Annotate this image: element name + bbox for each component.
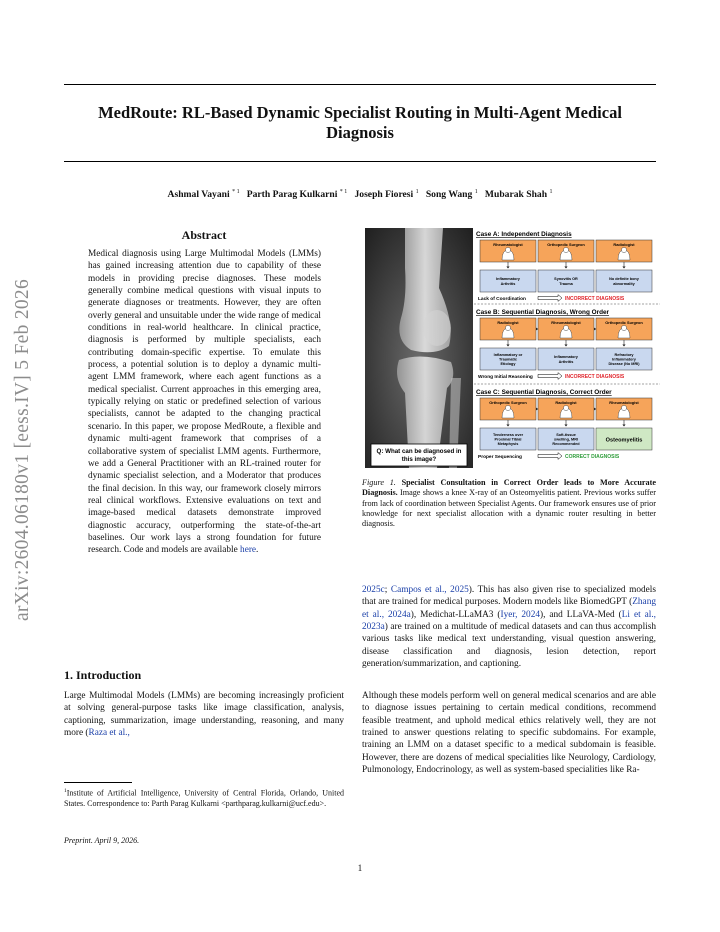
doctor-head-icon: [505, 405, 510, 410]
specialist-label: Orthopedic Surgeon: [605, 320, 643, 325]
finding-label: Inflammatory: [612, 357, 636, 362]
specialist-label: Orthopedic Surgeon: [489, 400, 527, 405]
code-link[interactable]: here: [240, 545, 257, 556]
citation-link[interactable]: 2025c: [362, 585, 385, 595]
top-rule: [64, 84, 656, 85]
arrow-head-icon: [622, 345, 625, 347]
doctor-head-icon: [505, 247, 510, 252]
abstract-heading: Abstract: [181, 228, 227, 242]
figure-caption: Figure 1. Specialist Consultation in Correct Order leads to More Accurate Diagnosis. Image shows a knee X-ray of an Osteomyelitis patient. Previous works suffer from lack of coordination between Specialist Agents. Our framework ensures use of prior knowledge for next specialist allocation with a dynamic router resulting in better diagnosis.: [362, 478, 657, 529]
knee-xray-image: [365, 228, 473, 468]
case-note: Lack of Coordination: [478, 297, 526, 302]
finding-label: abnormality: [613, 281, 635, 286]
result-arrow-icon: [538, 295, 562, 302]
arrow-head-icon: [564, 267, 567, 269]
arrow-head-icon: [506, 425, 509, 427]
doctor-head-icon: [505, 325, 510, 330]
case-note: Proper Sequencing: [478, 455, 522, 460]
specialist-label: Orthopedic Surgeon: [547, 242, 585, 247]
intro-paragraph-2: Although these models perform well on general medical scenarios and are able to diagnose issues pertaining to certain medical conditions, recommend feasible treatment, and uphold medical ethics relatively well, they are not trained to answer questions relating to specific subdomains. For example, training an LMM on a dataset specific to a medical subdomain is feasible. However, there are dozens of medical specialities like Neurology, Cardiology, Pulmonology, Endocrinology, as well as system-based specialities like Ra-: [362, 691, 656, 776]
arrow-head-icon: [506, 345, 509, 347]
case-result: INCORRECT DIAGNOSIS: [565, 296, 625, 302]
finding-label: Tenderness over: [492, 432, 524, 437]
finding-label: Metaphysis: [497, 442, 519, 447]
doctor-head-icon: [563, 405, 568, 410]
arrow-head-icon: [564, 345, 567, 347]
author-4: Song Wang $^1$: [425, 189, 478, 201]
preprint-date: Preprint. April 9, 2026.: [64, 836, 140, 845]
citation-link[interactable]: Raza et al.,: [88, 728, 130, 739]
finding-label: Arthritis: [558, 359, 574, 364]
arrow-head-icon: [536, 408, 538, 411]
case-title: Case C: Sequential Diagnosis, Correct Order: [476, 389, 612, 396]
figure-question-line-2: this image?: [401, 456, 437, 463]
finding-label: Synovitis OR: [554, 277, 578, 282]
case-result: INCORRECT DIAGNOSIS: [565, 374, 625, 380]
author-1: Ashmal Vayani $^{* 1}$: [167, 189, 240, 201]
citation-link[interactable]: Campos et al., 2025: [390, 585, 469, 595]
citation-link[interactable]: Li et al., 2023a: [362, 609, 657, 633]
section-heading-introduction: 1. Introduction: [64, 668, 142, 682]
result-arrow-icon: [538, 453, 562, 460]
specialist-label: Rheumatologist: [609, 400, 639, 405]
arrow-head-icon: [594, 408, 596, 411]
page-number: 1: [357, 864, 363, 874]
arrow-head-icon: [564, 425, 567, 427]
author-3: Joseph Fioresi $^1$: [354, 189, 419, 201]
arxiv-stamp: arXiv:2604.06180v1 [eess.IV] 5 Feb 2026: [12, 278, 33, 622]
citation-link[interactable]: Zhang et al., 2024a: [362, 597, 656, 620]
intro-paragraph-1: Large Multimodal Models (LMMs) are becoming increasingly proficient at solving general-purpose tasks like image classification, analysis, captioning, summarization, image understanding, reasoning, and many more (Raza et al.,: [64, 691, 344, 739]
case-title: Case A: Independent Diagnosis: [476, 231, 572, 238]
paper-title: MedRoute: RL-Based Dynamic Specialist Routing in Multi-Agent Medical Diagnosis: [98, 103, 622, 142]
finding-label: No definite bony: [609, 277, 639, 282]
arrow-head-icon: [594, 328, 596, 331]
finding-label: Proximal Tibial: [494, 437, 522, 442]
finding-label: Recommended: [552, 442, 580, 447]
case-result: CORRECT DIAGNOSIS: [565, 454, 620, 460]
specialist-label: Radiologist: [613, 242, 635, 247]
case-title: Case B: Sequential Diagnosis, Wrong Order: [476, 309, 610, 316]
doctor-head-icon: [621, 247, 626, 252]
finding-label: Arthritis: [500, 281, 516, 286]
finding-label: swelling, MRI: [553, 437, 579, 442]
specialist-label: Radiologist: [555, 400, 577, 405]
author-2: Parth Parag Kulkarni $^{* 1}$: [246, 189, 348, 201]
finding-label: Inflammatory: [554, 355, 578, 360]
doctor-head-icon: [621, 405, 626, 410]
specialist-routing-diagram: [474, 228, 660, 468]
abstract-body: Medical diagnosis using Large Multimodal Models (LMMs) has gained increasing attention due to capability of these models in providing precise diagnoses. These models generally combine medical questions with visual inputs to generate diagnoses or treatments. However, they are often overly general and unsuitable under the wide range of medical conditions in real-world healthcare. In clinical practice, diagnosis is performed by multiple specialists, each contributing domain-specific expertise. To emulate this process, a potential solution is to deploy a dynamic multi-agent LMM framework, where each agent functions as a medical specialist. Current approaches in this emerging area, typically relying on static or predefined selection of various specialists, cannot be adapted to the changing practical scenario. In this paper, we propose MedRoute, a flexible and dynamic multi-agent framework that comprises of a collaborative system of specialist LMM agents. Furthermore, we add a General Practitioner with an RL-trained router for dynamic specialist selection, and a Moderator that produces the final decision. In this way, our framework closely mirrors real clinical workflows. Extensive evaluations on text and image-based medical datasets demonstrate improved diagnostic accuracy, outperforming the state-of-the-art baselines. Our work lays a strong foundation for future research. Code and models are available here.: [88, 249, 321, 556]
title-bottom-rule: [64, 161, 656, 162]
author-list: [64, 189, 656, 200]
figure-question-line-1: Q: What can be diagnosed in: [376, 448, 462, 455]
doctor-head-icon: [563, 325, 568, 330]
arrow-head-icon: [506, 267, 509, 269]
finding-label: Etiology: [500, 362, 516, 367]
finding-label: Trauma: [559, 281, 573, 286]
specialist-label: Rheumatologist: [493, 242, 523, 247]
finding-label: Disease (No MRI): [608, 362, 640, 367]
footnote: $^1$Institute of Artificial Intelligence, University of Central Florida, Orlando, United States. Correspondence to: Parth Parag Kulkarni <parthparag.kulkarni@ucf.edu>.: [64, 788, 344, 808]
finding-label: Refractory: [614, 352, 634, 357]
case-note: Wrong Initial Reasoning: [478, 375, 533, 380]
finding-label: Inflammatory: [496, 277, 520, 282]
author-5: Mubarak Shah $^1$: [484, 189, 553, 201]
finding-label: Soft-tissue: [556, 432, 576, 437]
specialist-label: Rheumatologist: [551, 320, 581, 325]
arrow-head-icon: [536, 328, 538, 331]
arrow-head-icon: [622, 267, 625, 269]
intro-paragraph-1-continued: 2025c; Campos et al., 2025). This has also given rise to specialized models that are trained for medical purposes. Modern models like BiomedGPT (Zhang et al., 2024a), Medichat-LLaMA3 (Iyer, 2024), and LLaVA-Med (Li et al., 2023a) are trained on a multitude of medical datasets and can thus accomplish various tasks like medical text understanding, visual question answering, disease classification and diagnosis, lesion detection, report generation/summarization, and captioning.: [362, 585, 657, 670]
finding-label: Osteomyelitis: [605, 437, 643, 444]
doctor-head-icon: [563, 247, 568, 252]
result-arrow-icon: [538, 373, 562, 380]
footnote-rule: [64, 782, 132, 783]
citation-link[interactable]: Iyer, 2024: [500, 609, 541, 620]
specialist-label: Radiologist: [497, 320, 519, 325]
finding-label: Inflammatory or: [493, 352, 523, 357]
doctor-head-icon: [621, 325, 626, 330]
arrow-head-icon: [622, 425, 625, 427]
finding-label: Traumatic: [499, 357, 517, 362]
